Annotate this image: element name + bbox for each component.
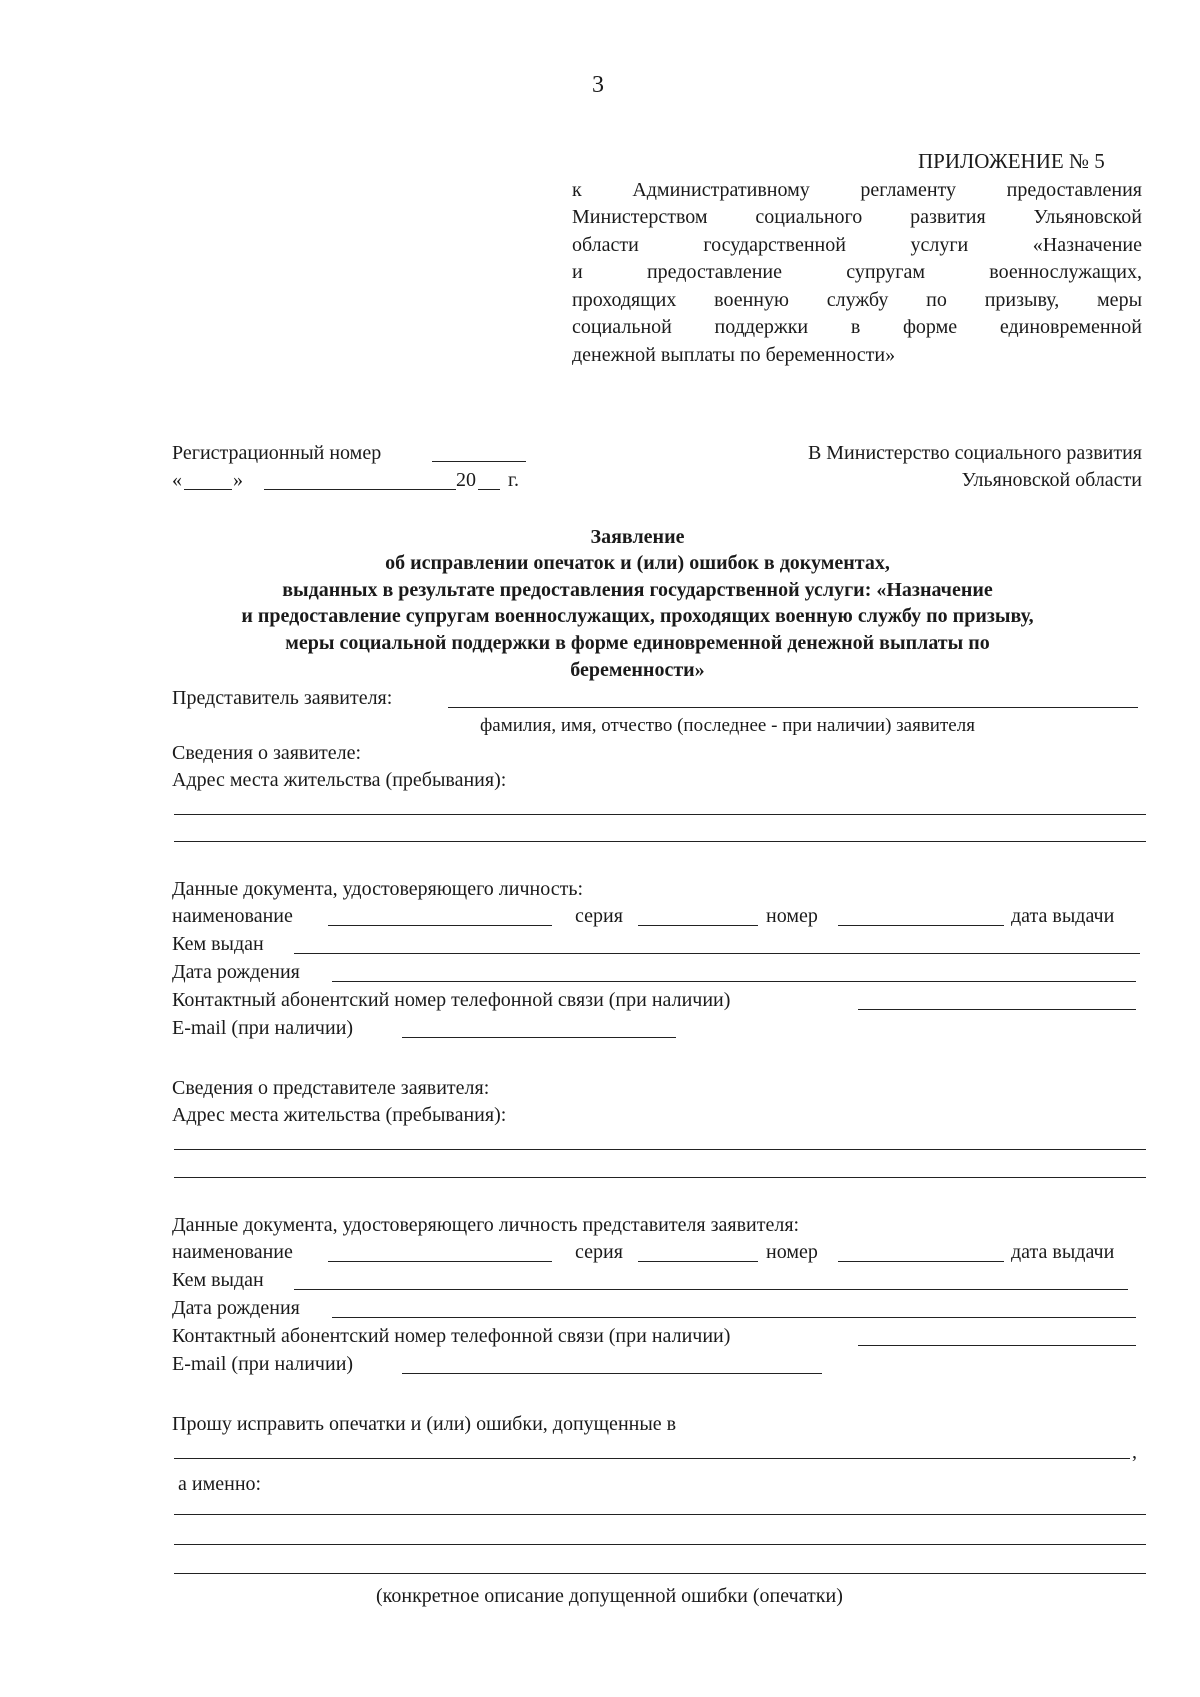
rep-doc-name-label: наименование xyxy=(172,1241,293,1263)
description-field-3[interactable] xyxy=(174,1573,1146,1574)
applicant-birth-date-field[interactable] xyxy=(332,981,1136,982)
appendix-line: к Административному регламенту предоставления xyxy=(572,179,1142,201)
date-open-quote: « xyxy=(172,469,182,491)
rep-email-label: E-mail (при наличии) xyxy=(172,1353,354,1375)
rep-series-field[interactable] xyxy=(638,1261,758,1262)
rep-birth-date-label: Дата рождения xyxy=(172,1297,300,1319)
applicant-phone-field[interactable] xyxy=(858,1009,1136,1010)
date-day-field[interactable] xyxy=(184,489,232,490)
rep-phone-field[interactable] xyxy=(858,1345,1136,1346)
applicant-birth-date-label: Дата рождения xyxy=(172,961,300,983)
applicant-number-label: номер xyxy=(766,905,818,927)
heading-line: меры социальной поддержки в форме единовременной денежной выплаты по xyxy=(285,632,990,654)
date-close-quote: » xyxy=(233,469,243,491)
year-field[interactable] xyxy=(478,489,500,490)
request-document-field[interactable] xyxy=(174,1458,1130,1459)
rep-series-label: серия xyxy=(575,1241,623,1263)
rep-email-field[interactable] xyxy=(402,1373,822,1374)
rep-birth-date-field[interactable] xyxy=(332,1317,1136,1318)
request-comma: , xyxy=(1132,1441,1137,1463)
heading-title: Заявление xyxy=(590,526,685,548)
applicant-issued-by-field[interactable] xyxy=(294,953,1140,954)
applicant-address-field-1[interactable] xyxy=(174,814,1146,815)
applicant-doc-name-label: наименование xyxy=(172,905,293,927)
heading-line: беременности» xyxy=(570,659,705,681)
appendix-title: ПРИЛОЖЕНИЕ № 5 xyxy=(918,149,1105,173)
request-label: Прошу исправить опечатки и (или) ошибки, допущенные в xyxy=(172,1413,677,1435)
appendix-line: социальной поддержки в форме единовременной xyxy=(572,316,1142,338)
rep-issued-by-label: Кем выдан xyxy=(172,1269,264,1291)
description-field-1[interactable] xyxy=(174,1514,1146,1515)
namely-label: а именно: xyxy=(178,1473,262,1495)
rep-issued-by-field[interactable] xyxy=(294,1289,1128,1290)
heading-line: и предоставление супругам военнослужащих, проходящих военную службу по призыву, xyxy=(241,605,1034,627)
year-suffix: г. xyxy=(508,469,519,491)
heading-line: об исправлении опечаток и (или) ошибок в документах, xyxy=(385,552,890,574)
applicant-number-field[interactable] xyxy=(838,925,1004,926)
date-month-field[interactable] xyxy=(264,489,456,490)
applicant-email-label: E-mail (при наличии) xyxy=(172,1017,354,1039)
appendix-line: и предоставление супругам военнослужащих, xyxy=(572,261,1142,283)
registration-number-label: Регистрационный номер xyxy=(172,442,382,464)
applicant-phone-label: Контактный абонентский номер телефонной связи (при наличии) xyxy=(172,989,731,1011)
rep-address-label: Адрес места жительства (пребывания): xyxy=(172,1104,507,1126)
rep-issue-date-label: дата выдачи xyxy=(1011,1241,1115,1263)
rep-number-label: номер xyxy=(766,1241,818,1263)
registration-number-field[interactable] xyxy=(432,461,526,462)
representative-hint: фамилия, имя, отчество (последнее - при наличии) заявителя xyxy=(480,715,975,736)
appendix-line: денежной выплаты по беременности» xyxy=(572,344,896,366)
appendix-line: проходящих военную службу по призыву, меры xyxy=(572,289,1142,311)
heading-line: выданных в результате предоставления государственной услуги: «Назначение xyxy=(282,579,993,601)
applicant-id-title: Данные документа, удостоверяющего личность: xyxy=(172,878,584,900)
description-field-2[interactable] xyxy=(174,1544,1146,1545)
rep-id-title: Данные документа, удостоверяющего личность представителя заявителя: xyxy=(172,1214,800,1236)
description-hint: (конкретное описание допущенной ошибки (опечатки) xyxy=(376,1585,843,1607)
applicant-issued-by-label: Кем выдан xyxy=(172,933,264,955)
applicant-email-field[interactable] xyxy=(402,1037,676,1038)
addressee-line1: В Министерство социального развития xyxy=(807,442,1142,464)
rep-address-field-1[interactable] xyxy=(174,1149,1146,1150)
rep-doc-name-field[interactable] xyxy=(328,1261,552,1262)
applicant-address-label: Адрес места жительства (пребывания): xyxy=(172,769,507,791)
rep-address-field-2[interactable] xyxy=(174,1177,1146,1178)
rep-section-title: Сведения о представителе заявителя: xyxy=(172,1077,490,1099)
addressee-line2: Ульяновской области xyxy=(961,469,1142,491)
appendix-line: области государственной услуги «Назначение xyxy=(572,234,1142,256)
applicant-series-field[interactable] xyxy=(638,925,758,926)
appendix-line: Министерством социального развития Ульяновской xyxy=(572,206,1142,228)
representative-name-field[interactable] xyxy=(448,707,1138,708)
rep-number-field[interactable] xyxy=(838,1261,1004,1262)
applicant-section-title: Сведения о заявителе: xyxy=(172,742,362,764)
applicant-series-label: серия xyxy=(575,905,623,927)
applicant-address-field-2[interactable] xyxy=(174,841,1146,842)
rep-phone-label: Контактный абонентский номер телефонной связи (при наличии) xyxy=(172,1325,731,1347)
page-number: 3 xyxy=(592,72,604,98)
applicant-issue-date-label: дата выдачи xyxy=(1011,905,1115,927)
applicant-doc-name-field[interactable] xyxy=(328,925,552,926)
representative-label: Представитель заявителя: xyxy=(172,687,393,709)
year-prefix: 20 xyxy=(456,469,476,491)
